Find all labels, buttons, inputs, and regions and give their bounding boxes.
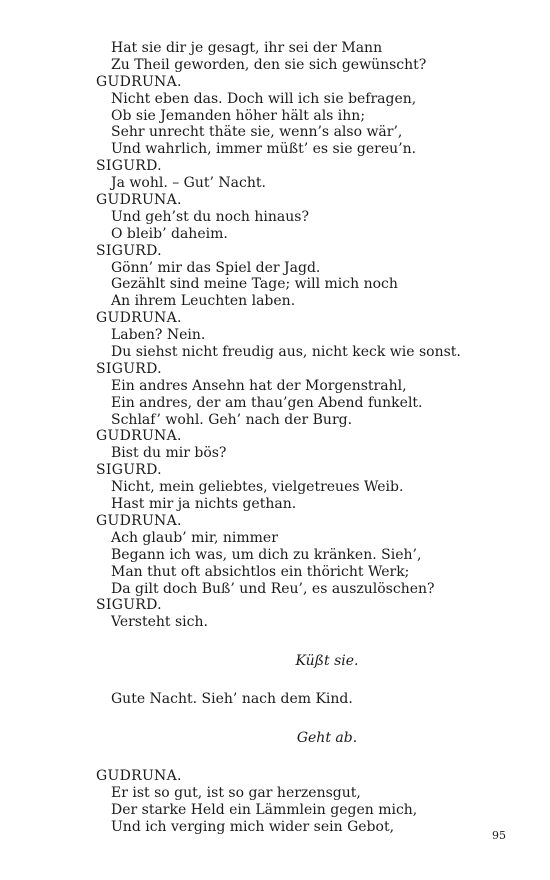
stage-direction: Geht ab.	[296, 729, 358, 746]
speaker-name: GUDRUNA.	[96, 73, 182, 90]
speaker-name: SIGURD.	[96, 158, 162, 175]
verse-line: Und geh’st du noch hinaus?	[111, 208, 309, 225]
speaker-name: SIGURD.	[96, 597, 162, 614]
verse-line: O bleib’ daheim.	[111, 225, 228, 242]
verse-line: Nicht, mein geliebtes, vielgetreues Weib.	[111, 479, 404, 496]
verse-line: Hast mir ja nichts gethan.	[111, 496, 297, 513]
verse-line: Da gilt doch Buß’ und Reu’, es auszulöschen?	[111, 580, 435, 597]
page-number: 95	[492, 829, 506, 842]
spacer	[96, 747, 516, 768]
speaker-name: GUDRUNA.	[96, 192, 182, 209]
speaker-name: SIGURD.	[96, 360, 162, 377]
speaker-name: GUDRUNA.	[96, 428, 182, 445]
verse-line: Ein andres Ansehn hat der Morgenstrahl,	[111, 377, 407, 394]
verse-line: Hat sie dir je gesagt, ihr sei der Mann	[111, 40, 383, 56]
verse-line: Gönn’ mir das Spiel der Jagd.	[111, 259, 321, 276]
speaker-name: GUDRUNA.	[96, 310, 182, 327]
verse-line: Du siehst nicht freudig aus, nicht keck wie sonst.	[111, 344, 461, 361]
verse-line: Der starke Held ein Lämmlein gegen mich,	[111, 801, 418, 818]
verse-line: Zu Theil geworden, den sie sich gewünscht?	[111, 56, 427, 73]
verse-line: Gute Nacht. Sieh’ nach dem Kind.	[111, 691, 353, 708]
spacer	[96, 631, 516, 653]
verse-line: Versteht sich.	[111, 614, 208, 631]
verse-line: Und ich verging mich wider sein Gebot,	[111, 818, 395, 835]
verse-line: Schlaf’ wohl. Geh’ nach der Burg.	[111, 411, 353, 428]
verse-line: Man thut oft absichtlos ein thöricht Werk;	[111, 563, 410, 580]
speaker-name: SIGURD.	[96, 462, 162, 479]
spacer	[96, 708, 516, 730]
verse-line: Ob sie Jemanden höher hält als ihn;	[111, 107, 366, 124]
verse-line: Er ist so gut, ist so gar herzensgut,	[111, 784, 361, 801]
spacer	[96, 670, 516, 691]
verse-line: Ein andres, der am thau’gen Abend funkelt.	[111, 394, 423, 411]
page-text	[96, 40, 516, 835]
verse-line: Gezählt sind meine Tage; will mich noch	[111, 276, 398, 293]
verse-line: Nicht eben das. Doch will ich sie befragen,	[111, 90, 417, 107]
speaker-name: GUDRUNA.	[96, 767, 182, 784]
speaker-name: SIGURD.	[96, 242, 162, 259]
verse-line: Laben? Nein.	[111, 327, 206, 344]
verse-line: Sehr unrecht thäte sie, wenn’s also wär’,	[111, 124, 403, 141]
verse-line: Ach glaub’ mir, nimmer	[111, 529, 278, 546]
verse-line: Ja wohl. – Gut’ Nacht.	[111, 175, 266, 192]
verse-line: Bist du mir bös?	[111, 445, 227, 462]
speaker-name: GUDRUNA.	[96, 512, 182, 529]
verse-line: Und wahrlich, immer müßt’ es sie gereu’n.	[111, 141, 417, 158]
stage-direction: Küßt sie.	[295, 653, 359, 670]
verse-line: An ihrem Leuchten laben.	[111, 293, 296, 310]
verse-line: Begann ich was, um dich zu kränken. Sieh’,	[111, 546, 422, 563]
